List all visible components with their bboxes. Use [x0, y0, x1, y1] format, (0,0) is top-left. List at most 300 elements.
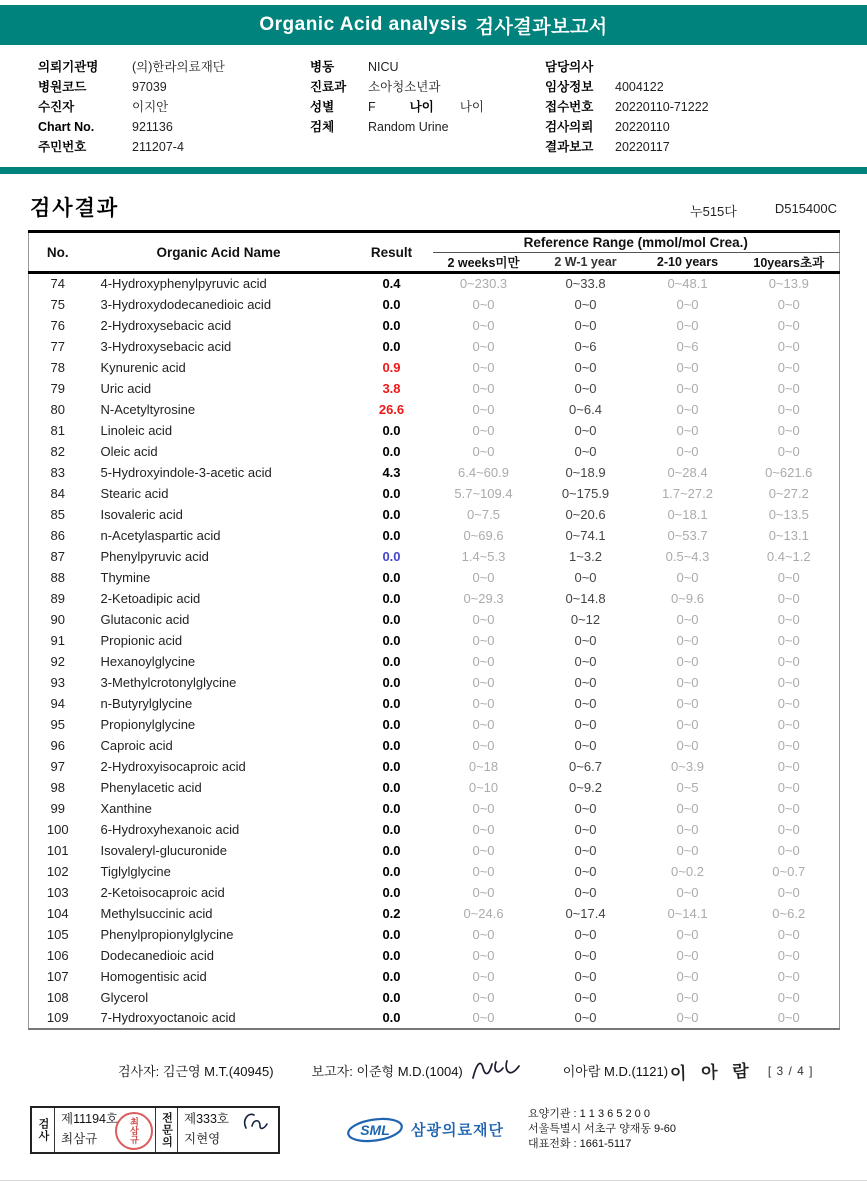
reporter-name: 보고자: 이준형 M.D.(1004): [311, 1064, 463, 1079]
table-row: [29, 399, 840, 420]
row-ref-over-10years: 0~0: [777, 821, 800, 837]
field-value: 20220110: [615, 120, 670, 134]
table-row: [29, 924, 840, 945]
col-header-no: No.: [29, 232, 87, 273]
field-value: 97039: [132, 80, 167, 94]
table-row: [29, 315, 840, 336]
row-ref-under-2weeks: 1.4~5.3: [461, 548, 506, 564]
row-ref-over-10years: 0~13.9: [768, 276, 809, 292]
row-result: 0.0: [382, 968, 401, 984]
row-ref-under-2weeks: 0~0: [472, 674, 495, 690]
row-no: 92: [50, 653, 65, 669]
row-ref-2-10years: 0~0: [676, 674, 699, 690]
co-reporter-name: 이아람 M.D.(1121): [562, 1064, 669, 1079]
seal-text: 최삼규: [129, 1117, 139, 1144]
row-acid-name: 5-Hydroxyindole-3-acetic acid: [100, 464, 272, 480]
table-row: [29, 945, 840, 966]
row-ref-2w-1year: 0~0: [574, 947, 597, 963]
row-ref-under-2weeks: 0~0: [472, 737, 495, 753]
row-no: 94: [50, 695, 65, 711]
patient-field: [545, 97, 845, 117]
row-result: 3.8: [382, 380, 401, 396]
row-ref-2w-1year: 0~0: [574, 821, 597, 837]
row-result: 0.0: [382, 863, 401, 879]
row-ref-2-10years: 0~28.4: [667, 464, 708, 480]
table-row: [29, 987, 840, 1008]
row-ref-under-2weeks: 0~24.6: [463, 905, 504, 921]
row-acid-name: Methylsuccinic acid: [100, 905, 213, 921]
examiner-cert-name: 최삼규: [61, 1131, 98, 1146]
table-row: [29, 840, 840, 861]
row-ref-2-10years: 0~48.1: [667, 276, 708, 292]
row-ref-2w-1year: 0~0: [574, 800, 597, 816]
row-ref-under-2weeks: 0~0: [472, 569, 495, 585]
row-result: 4.3: [382, 464, 401, 480]
patient-field: [38, 97, 310, 117]
row-result: 0.2: [382, 905, 401, 921]
specialist-cert-name: 지현영: [184, 1131, 221, 1146]
page-number: [ 3 / 4 ]: [767, 1063, 814, 1078]
field-value: 211207-4: [132, 140, 184, 154]
row-no: 108: [46, 989, 69, 1005]
row-ref-2-10years: 0~5: [676, 779, 699, 795]
row-ref-2w-1year: 0~0: [574, 884, 597, 900]
row-acid-name: 2-Hydroxysebacic acid: [100, 317, 232, 333]
col-header-reference-range: Reference Range (mmol/mol Crea.): [433, 232, 840, 253]
row-ref-2-10years: 0~3.9: [671, 758, 704, 774]
row-ref-over-10years: 0~0: [777, 947, 800, 963]
table-row: [29, 294, 840, 315]
row-no: 76: [50, 317, 65, 333]
row-ref-over-10years: 0~6.2: [772, 905, 806, 921]
lab-report-page: [0, 5, 867, 1181]
table-row: [29, 756, 840, 777]
row-acid-name: Phenylpropionylglycine: [100, 926, 234, 942]
row-ref-2-10years: 0~0: [676, 380, 699, 396]
table-row: [29, 525, 840, 546]
row-ref-over-10years: 0~0: [777, 989, 800, 1005]
row-acid-name: Phenylpyruvic acid: [100, 548, 209, 564]
row-ref-2w-1year: 0~0: [574, 422, 597, 438]
patient-field: [38, 77, 310, 97]
row-ref-2-10years: 0~0: [676, 842, 699, 858]
row-result: 0.0: [382, 758, 401, 774]
row-ref-2-10years: 0~0: [676, 926, 699, 942]
row-no: 106: [46, 947, 69, 963]
test-code-en: D515400C: [774, 201, 837, 216]
row-result: 0.0: [382, 653, 401, 669]
field-value: 나이: [459, 100, 484, 114]
row-no: 84: [50, 485, 65, 501]
sml-logo-text: SML: [360, 1121, 390, 1138]
patient-field: [545, 77, 845, 97]
row-result: 0.0: [382, 527, 401, 543]
row-ref-under-2weeks: 0~69.6: [463, 527, 504, 543]
row-acid-name: n-Butyrylglycine: [100, 695, 193, 711]
row-ref-2-10years: 0~0: [676, 716, 699, 732]
row-result: 0.0: [382, 926, 401, 942]
row-ref-under-2weeks: 0~10: [468, 779, 499, 795]
row-acid-name: 2-Ketoisocaproic acid: [100, 884, 225, 900]
report-title-ko: 검사결과보고서: [475, 16, 608, 38]
field-label: 결과보고: [545, 140, 594, 154]
field-label: 접수번호: [545, 100, 594, 114]
table-row: [29, 483, 840, 504]
row-result: 0.0: [382, 632, 401, 648]
row-no: 74: [50, 276, 65, 292]
row-ref-over-10years: 0~0: [777, 401, 800, 417]
row-acid-name: 3-Hydroxysebacic acid: [100, 338, 232, 354]
row-ref-under-2weeks: 6.4~60.9: [458, 464, 509, 480]
row-no: 91: [50, 632, 65, 648]
row-ref-over-10years: 0~0: [777, 716, 800, 732]
row-ref-2w-1year: 0~0: [574, 926, 597, 942]
row-ref-under-2weeks: 0~0: [472, 338, 495, 354]
table-row: [29, 903, 840, 924]
section-divider: [0, 167, 867, 174]
table-row: [29, 882, 840, 903]
field-label: 검체: [310, 120, 335, 134]
row-ref-over-10years: 0~0: [777, 632, 800, 648]
specialist-cert-number: 제333호: [184, 1111, 230, 1126]
row-ref-over-10years: 0~0: [777, 296, 800, 312]
row-ref-under-2weeks: 0~0: [472, 1010, 495, 1025]
row-ref-over-10years: 0~0: [777, 737, 800, 753]
row-ref-2w-1year: 0~74.1: [565, 527, 606, 543]
row-ref-2-10years: 0~0: [676, 443, 699, 459]
row-acid-name: Linoleic acid: [100, 422, 173, 438]
row-result: 0.0: [382, 800, 401, 816]
row-no: 87: [50, 548, 65, 564]
signoff-row: [118, 1056, 837, 1086]
row-acid-name: Propionylglycine: [100, 716, 196, 732]
row-ref-2-10years: 0~0: [676, 401, 699, 417]
row-result: 0.0: [382, 317, 401, 333]
field-label: 진료과: [310, 80, 347, 94]
results-section-header: [30, 192, 837, 222]
sml-logo-icon: [346, 1114, 404, 1146]
row-ref-2-10years: 0~0: [676, 317, 699, 333]
row-result: 0.0: [382, 296, 401, 312]
row-no: 77: [50, 338, 65, 354]
row-ref-under-2weeks: 0~0: [472, 359, 495, 375]
row-ref-2-10years: 0~18.1: [667, 506, 708, 522]
row-result: 0.0: [382, 590, 401, 606]
row-ref-2w-1year: 0~6: [574, 338, 597, 354]
report-footer: [30, 1106, 867, 1154]
reporter-signature-icon: [469, 1056, 525, 1086]
row-no: 88: [50, 569, 65, 585]
row-ref-2-10years: 0~0: [676, 884, 699, 900]
row-acid-name: 3-Methylcrotonylglycine: [100, 674, 237, 690]
table-row: [29, 567, 840, 588]
row-result: 0.0: [382, 338, 401, 354]
patient-field: [545, 137, 845, 157]
row-acid-name: Phenylacetic acid: [100, 779, 202, 795]
table-row: [29, 693, 840, 714]
row-ref-under-2weeks: 0~0: [472, 842, 495, 858]
row-ref-2w-1year: 0~0: [574, 737, 597, 753]
row-result: 0.0: [382, 779, 401, 795]
organization-name: 삼광의료재단: [411, 1122, 504, 1139]
row-acid-name: Xanthine: [100, 800, 152, 816]
row-ref-over-10years: 0~13.5: [768, 506, 809, 522]
table-row: [29, 651, 840, 672]
row-ref-2-10years: 0~9.6: [671, 590, 704, 606]
results-table: [28, 230, 840, 1030]
report-title-en: Organic Acid analysis: [259, 14, 468, 35]
field-label: 검사의뢰: [545, 120, 594, 134]
row-ref-2w-1year: 0~0: [574, 716, 597, 732]
row-ref-under-2weeks: 0~0: [472, 695, 495, 711]
table-row: [29, 378, 840, 399]
row-ref-over-10years: 0~0: [777, 842, 800, 858]
row-no: 79: [50, 380, 65, 396]
row-ref-2w-1year: 0~14.8: [565, 590, 606, 606]
row-no: 97: [50, 758, 65, 774]
examiner-certification: [55, 1108, 155, 1152]
row-no: 98: [50, 779, 65, 795]
row-ref-2w-1year: 0~0: [574, 632, 597, 648]
row-ref-2-10years: 0~0.2: [671, 863, 704, 879]
row-acid-name: 2-Ketoadipic acid: [100, 590, 201, 606]
row-ref-over-10years: 0~0: [777, 569, 800, 585]
row-acid-name: Kynurenic acid: [100, 359, 186, 375]
row-no: 86: [50, 527, 65, 543]
row-ref-2-10years: 0~0: [676, 296, 699, 312]
row-result: 0.0: [382, 674, 401, 690]
patient-info-block: [0, 45, 867, 163]
row-no: 80: [50, 401, 65, 417]
table-row: [29, 588, 840, 609]
table-row: [29, 462, 840, 483]
row-result: 0.0: [382, 716, 401, 732]
row-ref-2w-1year: 0~18.9: [565, 464, 606, 480]
row-result: 0.0: [382, 548, 401, 564]
row-ref-under-2weeks: 0~0: [472, 716, 495, 732]
row-no: 101: [46, 842, 69, 858]
row-ref-over-10years: 0~13.1: [768, 527, 809, 543]
row-ref-2-10years: 0~0: [676, 737, 699, 753]
field-label: Chart No.: [38, 120, 95, 134]
row-result: 0.0: [382, 821, 401, 837]
row-ref-2w-1year: 0~0: [574, 695, 597, 711]
patient-field: [310, 97, 545, 117]
row-ref-2w-1year: 0~0: [574, 443, 597, 459]
row-acid-name: Glutaconic acid: [100, 611, 190, 627]
table-row: [29, 441, 840, 462]
row-ref-2-10years: 0~0: [676, 422, 699, 438]
row-ref-2w-1year: 1~3.2: [569, 548, 602, 564]
field-value: 이지안: [132, 100, 169, 114]
row-result: 0.0: [382, 884, 401, 900]
row-ref-over-10years: 0~0: [777, 590, 800, 606]
patient-info-col-left: [38, 57, 310, 157]
row-ref-2-10years: 0~0: [676, 1010, 699, 1025]
field-value: 소아청소년과: [368, 80, 441, 94]
row-ref-2w-1year: 0~0: [574, 380, 597, 396]
row-ref-under-2weeks: 0~0: [472, 401, 495, 417]
row-no: 90: [50, 611, 65, 627]
examiner-name: 검사자: 김근영 M.T.(40945): [118, 1064, 274, 1079]
table-row: [29, 861, 840, 882]
row-no: 89: [50, 590, 65, 606]
row-ref-2w-1year: 0~0: [574, 317, 597, 333]
row-ref-2w-1year: 0~20.6: [565, 506, 606, 522]
row-ref-under-2weeks: 0~18: [468, 758, 499, 774]
row-acid-name: Tiglylglycine: [100, 863, 171, 879]
row-acid-name: 2-Hydroxyisocaproic acid: [100, 758, 246, 774]
name-seal-icon: [115, 1112, 153, 1150]
row-ref-over-10years: 0~0: [777, 611, 800, 627]
test-code-kr: 누515다: [690, 204, 737, 219]
row-no: 78: [50, 359, 65, 375]
table-row: [29, 966, 840, 987]
row-result: 0.0: [382, 989, 401, 1005]
row-ref-under-2weeks: 0~0: [472, 317, 495, 333]
row-ref-2-10years: 0~0: [676, 695, 699, 711]
row-result: 0.0: [382, 485, 401, 501]
row-result: 0.0: [382, 443, 401, 459]
patient-field: [38, 137, 310, 157]
table-row: [29, 777, 840, 798]
row-ref-under-2weeks: 0~0: [472, 443, 495, 459]
row-result: 0.9: [382, 359, 401, 375]
report-title-bar: [0, 5, 867, 45]
row-acid-name: Glycerol: [100, 989, 149, 1005]
row-ref-over-10years: 0~0.7: [772, 863, 806, 879]
row-ref-2w-1year: 0~0: [574, 653, 597, 669]
row-ref-over-10years: 0~0: [777, 800, 800, 816]
row-no: 99: [50, 800, 65, 816]
patient-field: [310, 117, 545, 137]
org-address: 서울특별시 서초구 양재동 9-60: [527, 1123, 677, 1135]
table-row: [29, 273, 840, 294]
row-ref-over-10years: 0~0: [777, 443, 800, 459]
row-no: 93: [50, 674, 65, 690]
row-ref-over-10years: 0~0: [777, 884, 800, 900]
row-ref-under-2weeks: 0~0: [472, 947, 495, 963]
row-ref-2-10years: 0~0: [676, 653, 699, 669]
row-ref-2w-1year: 0~33.8: [565, 276, 606, 292]
row-no: 100: [46, 821, 69, 837]
row-ref-over-10years: 0~0: [777, 695, 800, 711]
row-ref-over-10years: 0~0: [777, 779, 800, 795]
table-row: [29, 819, 840, 840]
row-ref-2-10years: 0~0: [676, 947, 699, 963]
row-no: 104: [46, 905, 69, 921]
table-row: [29, 609, 840, 630]
row-acid-name: 3-Hydroxydodecanedioic acid: [100, 296, 272, 312]
row-ref-over-10years: 0~0: [777, 380, 800, 396]
row-acid-name: Oleic acid: [100, 443, 158, 459]
table-row: [29, 735, 840, 756]
row-ref-under-2weeks: 0~0: [472, 296, 495, 312]
row-no: 96: [50, 737, 65, 753]
field-value: 4004122: [615, 80, 664, 94]
row-acid-name: Stearic acid: [100, 485, 169, 501]
row-ref-2w-1year: 0~12: [570, 611, 601, 627]
row-result: 0.0: [382, 611, 401, 627]
specialist-certification: [178, 1108, 278, 1152]
row-ref-2w-1year: 0~0: [574, 674, 597, 690]
field-value: 921136: [132, 120, 173, 134]
patient-field: [310, 57, 545, 77]
results-table-header: [29, 232, 840, 273]
field-label: 나이: [409, 100, 434, 114]
row-acid-name: Hexanoylglycine: [100, 653, 196, 669]
row-result: 0.0: [382, 695, 401, 711]
row-no: 95: [50, 716, 65, 732]
org-care-number: 요양기관 : 1 1 3 6 5 2 0 0: [527, 1108, 650, 1120]
row-no: 85: [50, 506, 65, 522]
row-no: 103: [46, 884, 69, 900]
row-ref-under-2weeks: 0~0: [472, 884, 495, 900]
row-ref-under-2weeks: 0~0: [472, 380, 495, 396]
co-reporter-signature: 이 아 람: [669, 1061, 755, 1084]
row-acid-name: n-Acetylaspartic acid: [100, 527, 221, 543]
row-ref-under-2weeks: 0~0: [472, 989, 495, 1005]
row-ref-over-10years: 0~0: [777, 338, 800, 354]
row-ref-under-2weeks: 0~7.5: [467, 506, 500, 522]
row-ref-2w-1year: 0~9.2: [569, 779, 602, 795]
row-no: 109: [46, 1010, 69, 1025]
row-ref-2-10years: 0~0: [676, 989, 699, 1005]
row-result: 26.6: [378, 401, 405, 417]
stamp-col-specialist: [155, 1108, 178, 1152]
row-no: 102: [46, 863, 69, 879]
patient-field: [38, 57, 310, 77]
row-acid-name: Propionic acid: [100, 632, 183, 648]
row-ref-under-2weeks: 0~0: [472, 653, 495, 669]
col-header-name: Organic Acid Name: [87, 232, 351, 273]
col-header-age-2w-1year: 2 W-1 year: [535, 253, 637, 273]
row-result: 0.0: [382, 842, 401, 858]
row-no: 82: [50, 443, 65, 459]
row-ref-over-10years: 0.4~1.2: [766, 548, 811, 564]
row-ref-under-2weeks: 0~0: [472, 611, 495, 627]
patient-field: [38, 117, 310, 137]
field-label: 임상정보: [545, 80, 594, 94]
row-acid-name: Homogentisic acid: [100, 968, 207, 984]
results-table-body: [29, 273, 840, 1029]
row-result: 0.0: [382, 569, 401, 585]
specialist-signature-icon: [240, 1110, 274, 1134]
row-ref-over-10years: 0~621.6: [765, 464, 813, 480]
section-title: 검사결과: [30, 197, 120, 220]
row-ref-over-10years: 0~27.2: [768, 485, 809, 501]
row-ref-over-10years: 0~0: [777, 758, 800, 774]
row-ref-under-2weeks: 0~0: [472, 926, 495, 942]
row-ref-2w-1year: 0~0: [574, 842, 597, 858]
table-row: [29, 336, 840, 357]
row-ref-over-10years: 0~0: [777, 1010, 800, 1025]
organization-logo: [346, 1114, 504, 1146]
row-ref-2-10years: 0~0: [676, 611, 699, 627]
table-row: [29, 630, 840, 651]
certification-stamp-box: [30, 1106, 280, 1154]
row-ref-2w-1year: 0~6.4: [569, 401, 602, 417]
row-ref-2w-1year: 0~0: [574, 989, 597, 1005]
row-ref-2-10years: 0~6: [676, 338, 699, 354]
row-result: 0.0: [382, 1010, 401, 1025]
field-value: 20220117: [615, 140, 670, 154]
col-header-age-over-10years: 10years초과: [739, 253, 840, 273]
field-label: 주민번호: [38, 140, 87, 154]
row-ref-2w-1year: 0~0: [574, 359, 597, 375]
field-label: 병원코드: [38, 80, 87, 94]
field-value: NICU: [368, 60, 399, 74]
